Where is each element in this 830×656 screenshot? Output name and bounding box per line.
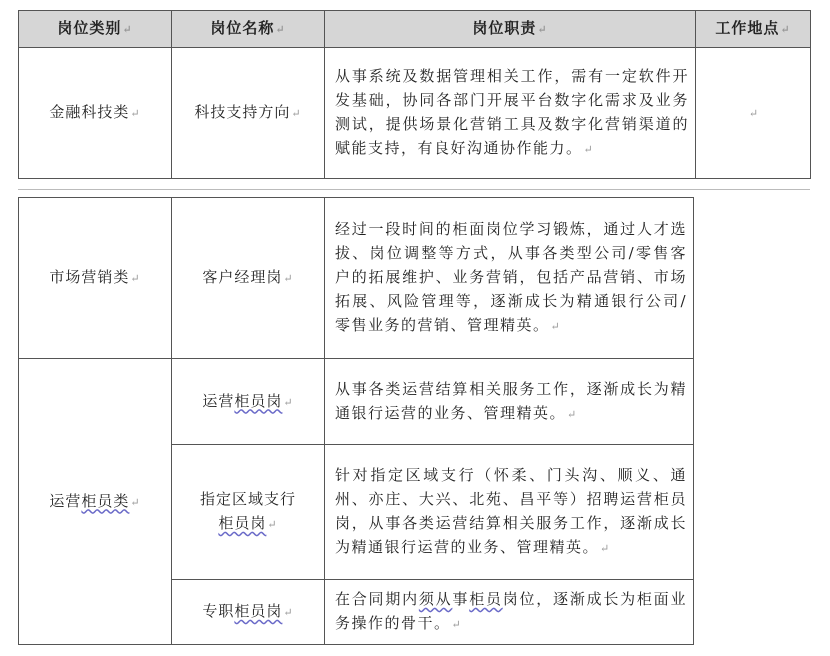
header-category: 岗位类别↵ [19,11,172,48]
duty-cell: 从事系统及数据管理相关工作，需有一定软件开发基础，协同各部门开展平台数字化需求及业务测试，提供场景化营销工具及数字化营销渠道的赋能支持，有良好沟通协作能力。↵ [325,48,696,179]
table-header-row [19,11,811,48]
position-name-cell: 客户经理岗↵ [172,198,325,359]
position-name-cell: 科技支持方向↵ [172,48,325,179]
duty-cell: 经过一段时间的柜面岗位学习锻炼，通过人才选拔、岗位调整等方式，从事各类型公司/零售客户的拓展维护、业务营销，包括产品营销、市场拓展、风险管理等，逐渐成长为精通银行公司/零售业务的营销、管理精英。↵ [325,198,694,359]
positions-table-continued [18,197,694,645]
header-name: 岗位名称↵ [172,11,325,48]
header-location: 工作地点↵ [696,11,811,48]
duty-cell: 针对指定区域支行（怀柔、门头沟、顺义、通州、亦庄、大兴、北苑、昌平等）招聘运营柜员岗，从事各类运营结算相关服务工作，逐渐成长为精通银行运营的业务、管理精英。↵ [325,445,694,580]
table-row [19,359,694,445]
header-duty: 岗位职责↵ [325,11,696,48]
position-name-cell: 专职柜员岗↵ [172,580,325,645]
category-cell: 金融科技类↵ [19,48,172,179]
duty-cell: 在合同期内须从事柜员岗位，逐渐成长为柜面业务操作的骨干。↵ [325,580,694,645]
category-cell: 运营柜员类↵ [19,359,172,645]
category-cell: 市场营销类↵ [19,198,172,359]
table-row [19,198,694,359]
positions-table-header-part [18,10,811,179]
location-cell: ↵ [696,48,811,179]
duty-cell: 从事各类运营结算相关服务工作，逐渐成长为精通银行运营的业务、管理精英。↵ [325,359,694,445]
page-separator [18,189,810,190]
position-name-cell: 运营柜员岗↵ [172,359,325,445]
position-name-cell: 指定区域支行 柜员岗↵ [172,445,325,580]
table-row [19,48,811,179]
